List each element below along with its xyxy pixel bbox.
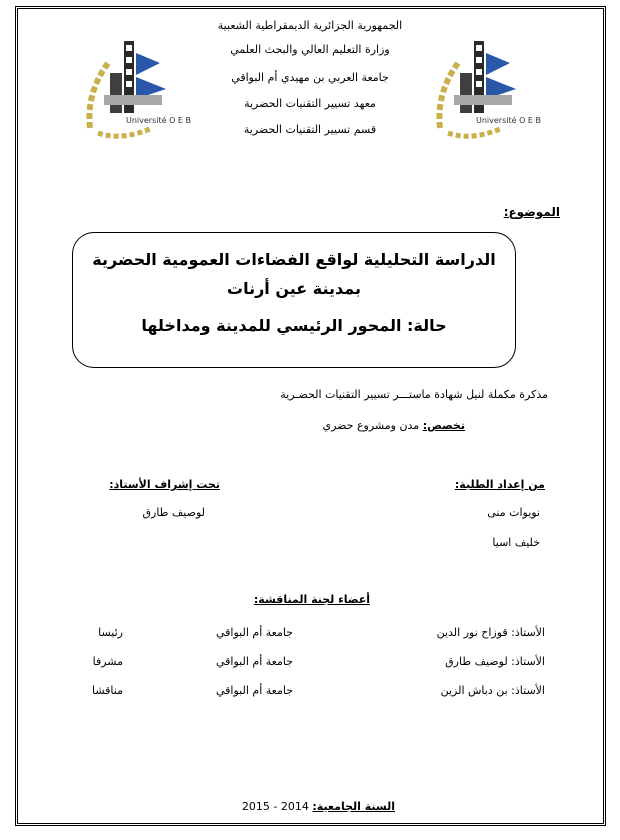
committee-member-role: مشرفا: [92, 655, 123, 668]
academic-year-label: السنة الجامعية:: [312, 800, 395, 813]
committee-label: أعضاء لجنة المناقشة:: [253, 593, 370, 606]
students-label: من إعداد الطلبة:: [454, 478, 545, 491]
university-logo-right: [430, 33, 542, 143]
specialty-label: تخصص:: [422, 419, 465, 432]
title-line-1: الدراسة التحليلية لواقع الفضاءات العمومية الحضرية: [92, 250, 496, 269]
supervisor-name: لوصيف طارق: [142, 506, 205, 519]
header-line-university: جامعة العربي بن مهيدي أم البواقي: [231, 71, 389, 84]
committee-member-university: جامعة أم البواقي: [216, 684, 293, 697]
title-line-3: حالة: المحور الرئيسي للمدينة ومداخلها: [141, 316, 447, 335]
header-line-republic: الجمهورية الجزائرية الديمقراطية الشعبية: [217, 19, 403, 32]
subject-label: الموضوع:: [503, 205, 560, 219]
academic-year: [242, 800, 395, 813]
logo-text: Université O E B: [126, 116, 192, 125]
committee-member-university: جامعة أم البواقي: [216, 655, 293, 668]
supervisor-label: تحت إشراف الأستاذ:: [109, 478, 220, 491]
university-logo-left: [80, 33, 192, 143]
header-line-ministry: وزارة التعليم العالي والبحث العلمي: [230, 43, 390, 56]
academic-year-value: 2014 - 2015: [241, 800, 309, 813]
header-line-department: قسم تسيير التقنيات الحضرية: [243, 123, 377, 136]
committee-member-role: مناقشا: [92, 684, 123, 697]
committee-member-university: جامعة أم البواقي: [216, 626, 293, 639]
thesis-note: مذكرة مكملة لنيل شهادة ماستـــر تسيير التقنيات الحضـرية: [280, 388, 548, 401]
committee-member-name: الأستاذ: قوزاح نور الدين: [436, 626, 545, 639]
committee-member-role: رئيسا: [98, 626, 123, 639]
specialty-value: مدن ومشروع حضري: [322, 419, 420, 432]
specialty: [322, 419, 465, 432]
student-name-1: نويوات منى: [487, 506, 540, 519]
header-line-institute: معهد تسيير التقنيات الحضرية: [244, 97, 376, 110]
title-box: [72, 232, 516, 368]
committee-member-name: الأستاذ: بن دباش الزين: [440, 684, 545, 697]
title-line-2: بمدينة عين أرنات: [226, 279, 361, 298]
student-name-2: خليف اسيا: [492, 536, 540, 549]
logo-text: Université O E B: [476, 116, 542, 125]
committee-member-name: الأستاذ: لوصيف طارق: [445, 655, 545, 668]
